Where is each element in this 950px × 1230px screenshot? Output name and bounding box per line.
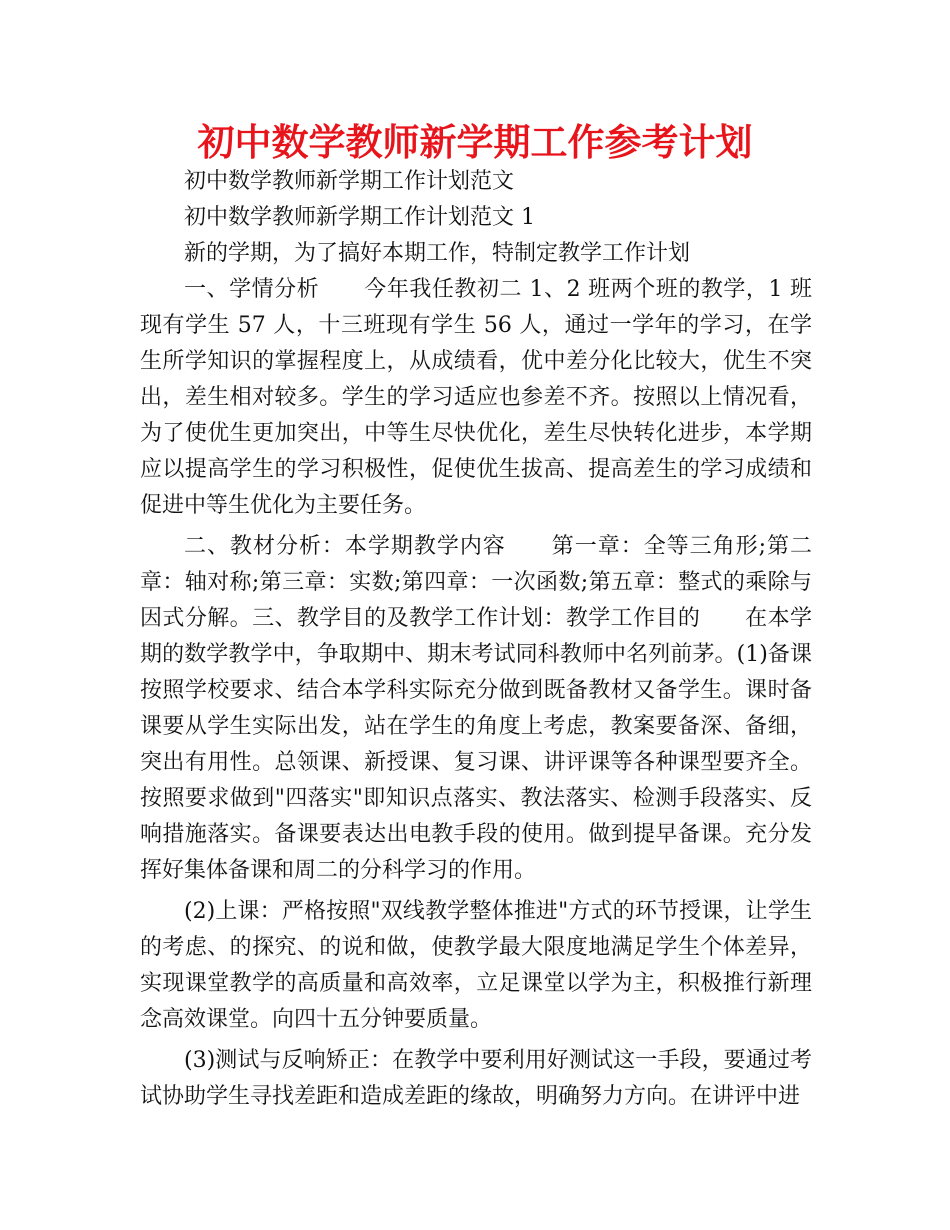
document-body — [140, 164, 835, 1120]
paragraph-class-teaching: (2)上课：严格按照"双线教学整体推进"方式的环节授课，让学生的考虑、的探究、的说和做，使教学最大限度地满足学生个体差异，实现课堂教学的高质量和高效率，立足课堂以学为主，积极推行新理念高效课堂。向四十五分钟要质量。 — [140, 899, 812, 1032]
document-title: 初中数学教师新学期工作参考计划 — [197, 121, 753, 164]
paragraph-intro: 新的学期，为了搞好本期工作，特制定教学工作计划 — [184, 241, 691, 266]
paragraph-textbook-analysis: 二、教材分析：本学期教学内容 第一章：全等三角形;第二章：轴对称;第三章：实数;第四章：一次函数;第五章：整式的乘除与因式分解。三、教学目的及教学工作计划：教学工作目的 在本学期的数学教学中，争取期中、期末考试同科教师中名列前茅。(1)备课 按照学校要求、结合本学科实际充分做到既备教材又备学生。课时备课要从学生实际出发，站在学生的角度上考虑，教案要备深、备细，突出有用性。总领课、新授课、复习课、讲评课等各种课型要齐全。按照要求做到"四落实"即知识点落实、教法落实、检测手段落实、反响措施落实。备课要表达出电教手段的使用。做到提早备课。充分发挥好集体备课和周二的分科学习的作用。 — [140, 534, 835, 883]
paragraph-student-analysis: 一、学情分析 今年我任教初二 1、2 班两个班的教学，1 班现有学生 57 人，十三班现有学生 56 人，通过一学年的学习，在学生所学知识的掌握程度上，从成绩看，优中差分化比较大，优生不突出，差生相对较多。学生的学习适应也参差不齐。按照以上情况看，为了使优生更加突出，中等生尽快优化，差生尽快转化进步，本学期应以提高学生的学习积极性，促使优生拔高、提高差生的学习成绩和促进中等生优化为主要任务。 — [140, 277, 812, 518]
paragraph-subtitle: 初中数学教师新学期工作计划范文 — [184, 169, 515, 194]
paragraph-subtitle-1: 初中数学教师新学期工作计划范文 1 — [184, 205, 535, 230]
paragraph-testing: (3)测试与反响矫正：在教学中要利用好测试这一手段，要通过考试协助学生寻找差距和造成差距的缘故，明确努力方向。在讲评中进 — [140, 1048, 812, 1109]
